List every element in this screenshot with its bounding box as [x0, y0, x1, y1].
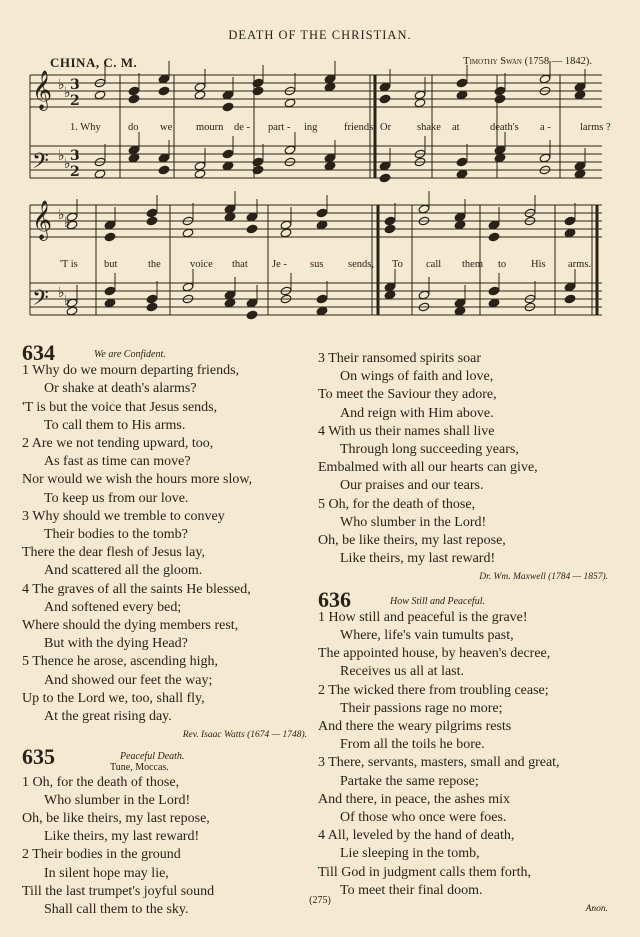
- bass-clef-icon: 𝄢: [32, 286, 49, 316]
- note-head: [284, 145, 296, 155]
- note-head: [564, 216, 576, 226]
- note-head: [414, 98, 426, 108]
- hymn-line: Their bodies to the tomb?: [44, 527, 188, 543]
- lyric-syllable: 1. Why: [70, 122, 101, 133]
- hymn-line: 2 Are we not tending upward, too,: [22, 436, 214, 451]
- note-head: [316, 208, 328, 218]
- hymn-line: 4 The graves of all the saints He blessed,: [22, 581, 251, 597]
- hymn-line: Where should the dying members rest,: [22, 618, 239, 634]
- hymn-line: Our praises and our tears.: [340, 478, 484, 494]
- note-head: [488, 298, 500, 308]
- lyric-syllable: Or: [380, 122, 392, 133]
- note-head: [379, 173, 391, 183]
- hymn-634-text: [22, 362, 307, 726]
- lyric-syllable: the: [148, 259, 161, 270]
- note-head: [158, 86, 170, 96]
- hymn-line: As fast as time can move?: [44, 454, 191, 470]
- hymn-line: Nor would we wish the hours more slow,: [22, 472, 253, 488]
- lyric-syllable: ing: [304, 122, 318, 133]
- note-head: [384, 216, 396, 226]
- flat-sign-icon: ♭: [64, 85, 71, 101]
- hymn-line: 3 Why should we tremble to convey: [22, 508, 225, 524]
- hymn-line: In silent hope may lie,: [44, 865, 169, 881]
- lyric-syllable: His: [531, 259, 546, 270]
- hymn-line: 5 Thence he arose, ascending high,: [22, 654, 219, 670]
- note-head: [324, 161, 336, 171]
- treble-clef-icon: 𝄞: [32, 200, 53, 240]
- lyric-syllable: a -: [540, 122, 551, 133]
- hymn-line: Partake the same repose;: [340, 773, 479, 789]
- note-head: [104, 286, 116, 296]
- hymn-line: But with the dying Head?: [44, 636, 188, 652]
- hymn-line: To call them to His arms.: [44, 417, 186, 433]
- hymn-636-heading: [318, 586, 608, 612]
- hymn-line: And reign with Him above.: [340, 405, 494, 421]
- hymn-line: Till God in judgment calls them forth,: [318, 864, 531, 880]
- note-head: [574, 169, 586, 179]
- time-signature: 3: [70, 77, 80, 93]
- note-head: [246, 212, 258, 222]
- note-head: [104, 298, 116, 308]
- hymn-line: To meet their final doom.: [340, 882, 483, 898]
- note-head: [222, 90, 234, 100]
- note-head: [246, 310, 258, 320]
- note-head: [488, 286, 500, 296]
- hymn-line: And softened every bed;: [44, 599, 182, 615]
- hymn-line: Oh, be like theirs, my last repose,: [22, 811, 210, 827]
- note-head: [158, 165, 170, 175]
- hymn-title: How Still and Peaceful.: [390, 595, 485, 607]
- page-number: (275): [309, 895, 331, 906]
- note-head: [128, 153, 140, 163]
- hymn-line: 1 Why do we mourn departing friends,: [22, 363, 240, 379]
- left-column: [22, 340, 307, 919]
- hymn-line: Embalmed with all our hearts can give,: [318, 460, 538, 476]
- lyric-syllable: do: [128, 122, 139, 133]
- note-head: [224, 290, 236, 300]
- note-head: [488, 220, 500, 230]
- hymn-line: To keep us from our love.: [44, 490, 189, 506]
- hymn-title: Peaceful Death.: [120, 751, 185, 763]
- note-head: [324, 74, 336, 84]
- note-head: [128, 86, 140, 96]
- note-head: [146, 294, 158, 304]
- note-head: [494, 94, 506, 104]
- hymn-line: 3 Their ransomed spirits soar: [318, 351, 482, 366]
- note-head: [224, 204, 236, 214]
- hymn-line: Shall call them to the sky.: [44, 902, 189, 918]
- tune-name: CHINA, C. M.: [50, 55, 138, 70]
- page-title: DEATH OF THE CHRISTIAN.: [228, 28, 412, 42]
- note-head: [280, 228, 292, 238]
- hymn-line: And there, in peace, the ashes mix: [318, 791, 511, 807]
- hymn-line: 4 All, leveled by the hand of death,: [318, 828, 515, 844]
- note-head: [316, 294, 328, 304]
- note-head: [488, 232, 500, 242]
- composer-dates: (1758 — 1842).: [524, 56, 592, 67]
- lyric-syllable: shake: [417, 122, 441, 133]
- hymn-line: 1 How still and peaceful is the grave!: [318, 609, 528, 625]
- note-head: [224, 298, 236, 308]
- note-head: [224, 212, 236, 222]
- hymn-636-text: [318, 609, 608, 900]
- hymn-line: Through long succeeding years,: [340, 442, 519, 458]
- hymn-line: 1 Oh, for the death of those,: [22, 774, 180, 790]
- flat-sign-icon: ♭: [58, 285, 65, 301]
- hymn-line: 5 Oh, for the death of those,: [318, 496, 476, 512]
- music-score: [0, 0, 640, 340]
- hymn-line: 4 With us their names shall live: [318, 423, 495, 439]
- hymn-line: There the dear flesh of Jesus lay,: [22, 545, 205, 561]
- hymn-number: 635: [22, 744, 55, 770]
- note-head: [414, 90, 426, 100]
- flat-sign-icon: ♭: [64, 215, 71, 231]
- note-head: [316, 220, 328, 230]
- note-head: [454, 220, 466, 230]
- note-head: [539, 74, 551, 84]
- hymn-line: Their passions rage no more;: [340, 700, 503, 716]
- note-head: [280, 220, 292, 230]
- hymn-line: Like theirs, my last reward!: [44, 829, 200, 845]
- note-head: [574, 90, 586, 100]
- lyric-syllable: voice: [190, 259, 213, 270]
- hymn-line: Till the last trumpet's joyful sound: [22, 883, 215, 899]
- flat-sign-icon: ♭: [58, 77, 65, 93]
- lyric-syllable: mourn: [196, 122, 224, 133]
- lyric-syllable: friends,: [344, 122, 376, 133]
- hymn-line: 3 There, servants, masters, small and great,: [318, 755, 560, 771]
- hymn-line: The appointed house, by heaven's decree,: [318, 646, 551, 662]
- hymn-line: On wings of faith and love,: [340, 369, 494, 385]
- lyric-syllable: 'T is: [60, 259, 78, 270]
- hymn-635-tune: Tune, Moccas.: [110, 761, 169, 773]
- treble-clef-icon: 𝄞: [32, 70, 53, 110]
- hymn-line: 2 Their bodies in the ground: [22, 847, 181, 863]
- note-head: [379, 94, 391, 104]
- note-head: [104, 232, 116, 242]
- lyric-syllable: we: [160, 122, 173, 133]
- note-head: [454, 298, 466, 308]
- hymn-line: From all the toils he bore.: [340, 737, 485, 753]
- note-head: [158, 153, 170, 163]
- note-head: [564, 294, 576, 304]
- note-head: [104, 220, 116, 230]
- note-head: [418, 204, 430, 214]
- note-head: [539, 153, 551, 163]
- lyric-syllable: call: [426, 259, 442, 270]
- hymn-line: At the great rising day.: [44, 709, 172, 725]
- note-head: [454, 212, 466, 222]
- lyric-syllable: larms ?: [580, 122, 611, 133]
- note-head: [158, 74, 170, 84]
- note-head: [384, 290, 396, 300]
- note-head: [246, 224, 258, 234]
- lyric-syllable: sends,: [348, 259, 374, 270]
- hymn-line: 'T is but the voice that Jesus sends,: [22, 399, 218, 415]
- hymn-line: Up to the Lord we, too, shall fly,: [22, 690, 205, 706]
- hymn-634-heading: [22, 340, 307, 365]
- flat-sign-icon: ♭: [58, 207, 65, 223]
- note-head: [379, 82, 391, 92]
- note-head: [494, 86, 506, 96]
- note-head: [194, 82, 206, 92]
- hymn-line: Where, life's vain tumults past,: [340, 628, 514, 644]
- time-signature: 2: [70, 164, 80, 180]
- lyric-syllable: To: [392, 259, 403, 270]
- note-head: [456, 157, 468, 167]
- lyric-syllable: them: [462, 259, 483, 270]
- note-head: [146, 302, 158, 312]
- flat-sign-icon: ♭: [58, 148, 65, 164]
- note-head: [246, 298, 258, 308]
- lyric-syllable: de -: [234, 122, 251, 133]
- note-head: [222, 102, 234, 112]
- note-head: [94, 169, 106, 179]
- hymn-635-attribution: Dr. Wm. Maxwell (1784 — 1857).: [479, 572, 608, 583]
- lyric-syllable: sus: [310, 259, 324, 270]
- note-head: [222, 161, 234, 171]
- hymn-line: Who slumber in the Lord!: [340, 514, 487, 530]
- note-head: [379, 161, 391, 171]
- lyric-syllable: arms.: [568, 259, 592, 270]
- hymn-line: Of those who once were foes.: [340, 810, 507, 826]
- note-head: [324, 153, 336, 163]
- note-head: [418, 290, 430, 300]
- note-head: [384, 224, 396, 234]
- lyric-syllable: but: [104, 259, 118, 270]
- flat-sign-icon: ♭: [64, 156, 71, 172]
- time-signature: 2: [70, 93, 80, 109]
- note-head: [574, 82, 586, 92]
- hymn-line: Receives us all at last.: [340, 664, 465, 680]
- hymn-line: And scattered all the gloom.: [44, 563, 203, 579]
- note-head: [454, 306, 466, 316]
- time-signature: 3: [70, 148, 80, 164]
- hymn-number: 636: [318, 586, 351, 612]
- note-head: [564, 282, 576, 292]
- bass-clef-icon: 𝄢: [32, 149, 49, 179]
- hymn-line: Like theirs, my last reward!: [340, 551, 496, 567]
- note-head: [128, 94, 140, 104]
- right-column: [318, 350, 608, 918]
- note-head: [146, 216, 158, 226]
- hymn-634-attribution: Rev. Isaac Watts (1674 — 1748).: [182, 730, 307, 741]
- note-head: [494, 153, 506, 163]
- note-head: [456, 90, 468, 100]
- note-head: [94, 90, 106, 100]
- flat-sign-icon: ♭: [64, 293, 71, 309]
- hymn-line: And showed our feet the way;: [44, 672, 213, 688]
- note-head: [564, 228, 576, 238]
- hymn-line: Or shake at death's alarms?: [44, 381, 197, 397]
- lyric-syllable: to: [498, 259, 507, 270]
- note-head: [494, 145, 506, 155]
- note-head: [128, 145, 140, 155]
- hymn-line: Who slumber in the Lord!: [44, 792, 191, 808]
- note-head: [194, 161, 206, 171]
- lyric-syllable: part -: [268, 122, 291, 133]
- note-head: [182, 228, 194, 238]
- note-head: [194, 90, 206, 100]
- note-head: [456, 169, 468, 179]
- note-head: [384, 282, 396, 292]
- hymn-title: We are Confident.: [94, 349, 166, 360]
- lyric-syllable: death's: [490, 122, 519, 133]
- hymn-line: To meet the Saviour they adore,: [318, 387, 497, 403]
- note-head: [456, 78, 468, 88]
- note-head: [182, 282, 194, 292]
- note-head: [324, 82, 336, 92]
- hymn-number: 634: [22, 340, 55, 365]
- lyric-syllable: Je -: [272, 259, 287, 270]
- composer-name: Timothy Swan: [463, 56, 522, 67]
- lyric-syllable: that: [232, 259, 248, 270]
- hymn-636-attribution: Anon.: [585, 904, 608, 915]
- hymn-line: Oh, be like theirs, my last repose,: [318, 533, 506, 549]
- note-head: [194, 169, 206, 179]
- hymn-line: Lie sleeping in the tomb,: [340, 846, 480, 862]
- hymn-635-text-part2: [318, 350, 608, 568]
- note-head: [146, 208, 158, 218]
- hymn-line: 2 The wicked there from troubling cease;: [318, 682, 549, 698]
- note-head: [222, 149, 234, 159]
- hymn-line: And there the weary pilgrims rests: [318, 719, 512, 735]
- note-head: [284, 98, 296, 108]
- lyric-syllable: at: [452, 122, 460, 133]
- note-head: [316, 306, 328, 316]
- note-head: [574, 161, 586, 171]
